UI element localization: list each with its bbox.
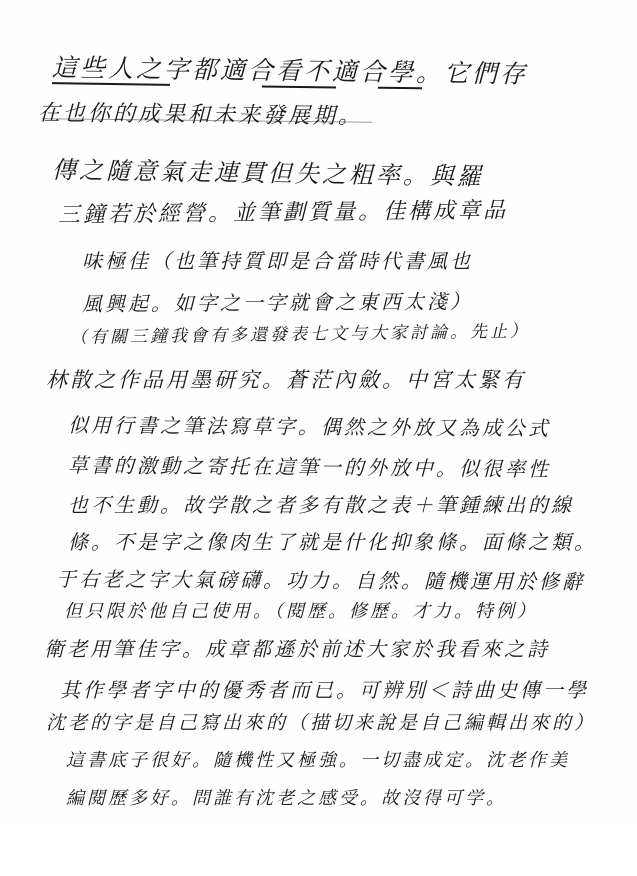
text-line: 衛老用筆佳字。成章都遜於前述大家於我看來之詩 <box>44 637 550 661</box>
text-line: 條。不是字之像肉生了就是什化抑象條。面條之類。 <box>68 530 597 554</box>
text-line: 也不生動。故学散之者多有散之表＋筆鍾練出的線 <box>68 493 574 517</box>
text-line: 味極佳（也筆持質即是合當時代書風也 <box>82 249 473 273</box>
text-line: 林散之作品用墨研究。蒼茫內斂。中宮太緊有 <box>46 368 526 392</box>
text-line: 于右老之字大氣磅礴。功力。自然。隨機運用於修辭 <box>55 567 586 594</box>
text-line: 傳之隨意氣走連貫但失之粗率。與羅 <box>51 156 485 191</box>
text-line: 其作學者字中的優秀者而已。可辨別＜詩曲史傳一學 <box>60 678 589 702</box>
text-line: 三鐘若於經營。並筆劃質量。佳構成章品 <box>57 198 509 228</box>
text-line: 這書底子很好。隨機性又極強。一切盡成定。沈老作美 <box>66 750 570 771</box>
text-line: 在也你的成果和未来發展期。 <box>37 101 364 130</box>
text-line: 編閱歷多好。問誰有沈老之感受。故沒得可学。 <box>66 788 507 809</box>
blank-margin <box>0 826 637 876</box>
text-line: 但只限於他自己使用。（閱歷。修歷。才力。特例） <box>64 601 538 622</box>
text-line: 沈老的字是自己寫出來的（描切来說是自己編輯出來的） <box>46 712 597 734</box>
text-line: 草書的激動之寄托在這筆一的外放中。似很率性 <box>67 453 552 482</box>
text-line: 風興起。如字之一字就會之東西太淺） <box>81 289 474 316</box>
text-line: （有關三鐘我會有多還發表七文与大家討論。先止） <box>69 321 531 348</box>
text-line: 這些人之字都適合看不適合學。它們存 <box>51 53 529 89</box>
text-line: 似用行書之筆法寫草字。偶然之外放又為成公式 <box>67 413 552 441</box>
